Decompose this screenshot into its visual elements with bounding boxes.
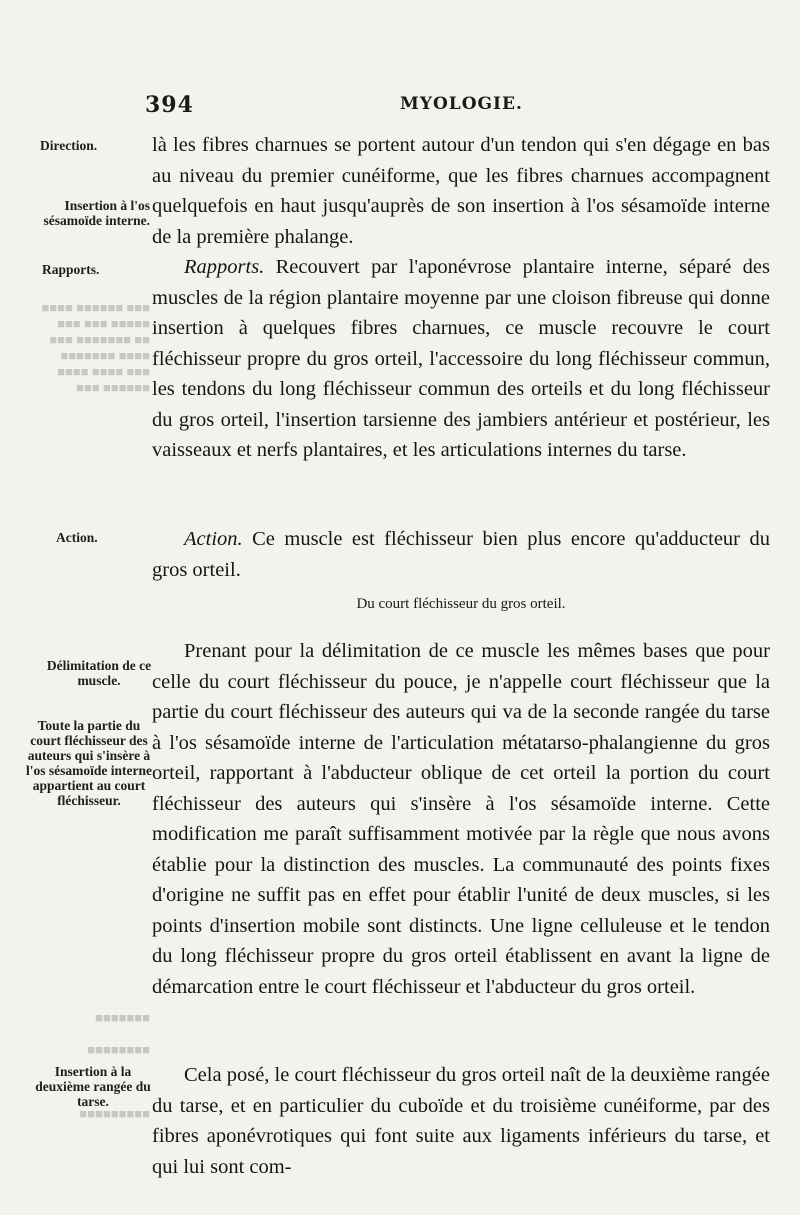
paragraph-rapports-text: Recouvert par l'aponévrose plantaire interne, séparé des muscles de la région plantaire moyenne par une cloison fibreuse qui donne insertion à quelques fibres charnues, ce muscle recouvre le court fléchisseur propre du gros orteil, l'accessoire du long fléchisseur commun, les tendons du long fléchisseur commun des orteils et du long fléchisseur du gros orteil, l'insertion tarsienne des jambiers antérieur et postérieur, les vaisseaux et nerfs plantaires, et les articulations internes du tarse.	[152, 256, 770, 461]
paragraph-rapports	[152, 252, 770, 466]
margin-note-toute-la-partie: Toute la partie du court fléchisseur des auteurs qui s'insère à l'os sésamoïde interne appartient au court fléchisseur.	[26, 718, 152, 808]
paragraph-delimitation: Prenant pour la délimitation de ce muscle les mêmes bases que pour celle du court fléchisseur du pouce, je n'appelle court fléchisseur que la partie du court fléchisseur des auteurs qui va de la seconde rangée du tarse à l'os sésamoïde interne de l'articulation métatarso-phalangienne du gros orteil, rapportant à l'abducteur oblique de cet orteil la portion du court fléchisseur des auteurs qui s'insère à l'os sésamoïde interne. Cette modification me paraît suffisamment motivée par la règle que nous avons établie pour la distinction des muscles. La communauté des points fixes d'origine ne suffit pas en effet pour établir l'unité de deux muscles, si les points d'insertion mobile sont distincts. Une ligne celluleuse et le tendon du long fléchisseur propre du gros orteil établissent en avant la ligne de démarcation entre le court fléchisseur et l'abducteur du gros orteil.	[152, 640, 770, 998]
page-number: 394	[145, 92, 194, 118]
margin-note-action: Action.	[56, 530, 98, 545]
page-header	[0, 92, 800, 122]
paragraph-action-text: Ce muscle est fléchisseur bien plus encore qu'adducteur du gros orteil.	[152, 528, 770, 581]
paragraph-insertion: Cela posé, le court fléchisseur du gros orteil naît de la deuxième rangée du tarse, et en particulier du cuboïde et du troisième cunéiforme, par des fibres aponévrotiques qui font suite aux ligaments inférieurs du tarse, et qui lui sont com-	[152, 1064, 770, 1178]
running-head: MYOLOGIE.	[400, 94, 523, 114]
paragraph-lead-action: Action.	[184, 528, 243, 550]
paragraph-lead-rapports: Rapports.	[184, 256, 265, 278]
margin-note-direction: Direction.	[40, 138, 98, 153]
show-through-text-lower: ■■■■■■■ ■■■■■■■■ ■■■■■■■■■	[79, 1010, 150, 1121]
margin-note-delimitation: Délimitation de ce muscle.	[46, 658, 152, 688]
margin-note-insertion: Insertion à l'os sésamoïde interne.	[43, 198, 150, 228]
paragraph-direction: là les fibres charnues se portent autour d'un tendon qui s'en dégage en bas au niveau du premier cunéiforme, que les fibres charnues accompagnent quelquefois en haut jusqu'auprès de son insertion à l'os sésamoïde interne de la première phalange.	[152, 134, 770, 248]
margin-note-rapports: Rapports.	[42, 262, 100, 277]
show-through-text: ■■■ ■■■■■■ ■■■■ ■■■■■ ■■■ ■■■ ■■ ■■■■■■■ ■■■ ■■■■ ■■■■■■■ ■■■ ■■■■ ■■■■ ■■■■■■ ■■■	[41, 300, 150, 395]
paragraph-action	[152, 524, 770, 585]
section-title: Du court fléchisseur du gros orteil.	[356, 596, 566, 612]
margin-note-insertion-deuxieme: Insertion à la deuxième rangée du tarse.	[35, 1064, 151, 1109]
